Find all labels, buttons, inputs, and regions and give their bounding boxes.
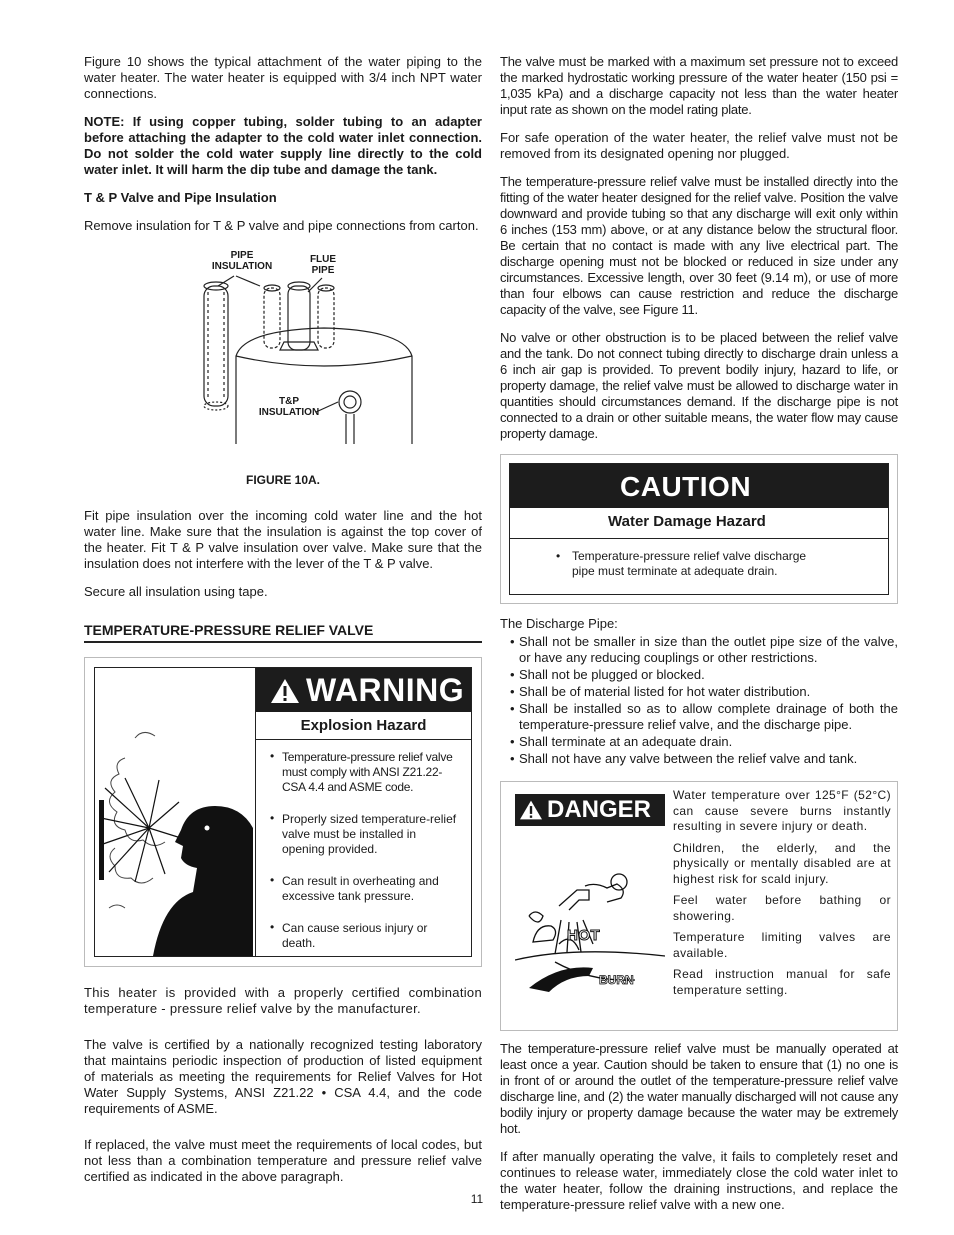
valve-marking-paragraph: The valve must be marked with a maximum set pressure not to exceed the marked hydrostatic working pressure of the water heater (150 psi = 1,035 kPa) and a discharge capacity not less than the water heater input rate as shown on the model rating plate. bbox=[500, 54, 898, 117]
discharge-pipe-list bbox=[500, 634, 898, 767]
reset-failure-paragraph: If after manually operating the valve, it fails to completely reset and continues to release water, immediately close the cold water inlet to the water heater, follow the draining instructions, and replace the temperature-pressure relief valve with a new one. bbox=[500, 1149, 898, 1212]
danger-item: Feel water before bathing or showering. bbox=[673, 893, 891, 923]
warning-triangle-icon bbox=[270, 672, 300, 716]
danger-title: DANGER bbox=[547, 796, 652, 823]
right-column bbox=[500, 54, 898, 1225]
danger-banner bbox=[515, 794, 665, 826]
heater-certified-paragraph: This heater is provided with a properly certified combination temperature - pressure relief valve by the manufacturer. bbox=[84, 985, 482, 1016]
secure-insulation-paragraph: Secure all insulation using tape. bbox=[84, 584, 268, 599]
hot-label: HOT bbox=[567, 927, 601, 944]
discharge-item: • Shall be installed so as to allow complete drainage of both the temperature-pressure relief valve, and the discharge pipe. bbox=[510, 701, 898, 733]
warning-box bbox=[84, 657, 482, 967]
fit-insulation-paragraph: Fit pipe insulation over the incoming cold water line and the hot water line. Make sure that the insulation is against the top cover of the heater. Fit T & P valve insulation over valve. Make sure that the insulation does not interfere with the lever of the T & P valve. bbox=[84, 508, 482, 571]
warning-item: • Properly sized temperature-relief valve must be installed in opening provided. bbox=[270, 812, 461, 857]
tp-insulation-heading: T & P Valve and Pipe Insulation bbox=[84, 190, 277, 205]
discharge-item: • Shall not be smaller in size than the outlet pipe size of the valve, or have any reducing couplings or other restrictions. bbox=[510, 634, 898, 666]
caution-bullet: • Temperature-pressure relief valve discharge pipe must terminate at adequate drain. bbox=[510, 538, 888, 579]
safe-operation-paragraph: For safe operation of the water heater, the relief valve must not be removed from its designated opening nor plugged. bbox=[500, 130, 898, 161]
warning-item: • Temperature-pressure relief valve must comply with ANSI Z21.22-CSA 4.4 and ASME code. bbox=[270, 750, 461, 795]
burn-label: BURN bbox=[599, 973, 634, 987]
manual-operation-paragraph: The temperature-pressure relief valve must be manually operated at least once a year. Caution should be taken to ensure that (1) no one is in front of or around the outlet of the temperature-pressure relief valve discharge line, and (2) the water manually discharged will not cause any bodily injury or property damage because the water may be extremely hot. bbox=[500, 1041, 898, 1136]
warning-subtitle: Explosion Hazard bbox=[256, 712, 471, 740]
left-column bbox=[84, 54, 482, 1197]
danger-item: Temperature limiting valves are available. bbox=[673, 930, 891, 960]
warning-list bbox=[256, 740, 471, 951]
tp-insulation-paragraph: Remove insulation for T & P valve and pipe connections from carton. bbox=[84, 218, 479, 233]
caution-banner: CAUTION bbox=[510, 464, 888, 508]
warning-title: WARNING bbox=[306, 672, 465, 708]
danger-item: Children, the elderly, and the physically or mentally disabled are at highest risk for scald injury. bbox=[673, 840, 891, 886]
pipe-insulation-label: PIPE INSULATION bbox=[211, 250, 273, 272]
valve-replaced-paragraph: If replaced, the valve must meet the requirements of local codes, but not less than a combination temperature and pressure relief valve certified as indicated in the above paragraph. bbox=[84, 1137, 482, 1184]
figure-10a-caption: FIGURE 10A. bbox=[245, 473, 320, 487]
danger-box bbox=[500, 781, 898, 1031]
flue-pipe-label: FLUE PIPE bbox=[309, 254, 337, 276]
warning-item: • Can result in overheating and excessive tank pressure. bbox=[270, 874, 461, 904]
explosion-person-icon bbox=[95, 668, 255, 956]
danger-text bbox=[665, 788, 891, 1024]
piping-paragraph: Figure 10 shows the typical attachment of the water piping to the water heater. The water heater is equipped with 3/4 inch NPT water connections. bbox=[84, 54, 482, 101]
discharge-item: • Shall terminate at an adequate drain. bbox=[510, 734, 898, 750]
obstruction-paragraph: No valve or other obstruction is to be placed between the relief valve and the tank. Do not connect tubing directly to discharge drain unless a 6 inch air gap is provided. To prevent bodily injury, hazard to life, or property damage, the relief valve must be allowed to discharge water in quantities should circumstances demand. If the discharge pipe is not connected to a drain or other suitable means, the water flow may cause property damage. bbox=[500, 330, 898, 441]
warning-item: • Can cause serious injury or death. bbox=[270, 921, 461, 951]
discharge-item: • Shall not be plugged or blocked. bbox=[510, 667, 898, 683]
tpr-valve-heading: TEMPERATURE-PRESSURE RELIEF VALVE bbox=[84, 622, 482, 643]
warning-triangle-icon bbox=[519, 799, 543, 821]
caution-subtitle: Water Damage Hazard bbox=[608, 513, 766, 530]
discharge-item: • Shall be of material listed for hot water distribution. bbox=[510, 684, 898, 700]
discharge-item: • Shall not have any valve between the relief valve and tank. bbox=[510, 751, 898, 767]
copper-tubing-note: NOTE: If using copper tubing, solder tubing to an adapter before attaching the adapter to the cold water inlet connection. Do not solder the cold water supply line directly to the cold water inlet. It will harm the dip tube and damage the tank. bbox=[84, 114, 482, 177]
explosion-hazard-illustration bbox=[95, 668, 255, 956]
valve-certified-paragraph: The valve is certified by a nationally recognized testing laboratory that maintains periodic inspection of production of listed equipment of materials as meeting the requirements for Relief Valves for Hot Water Supply Systems, ANSI Z21.22 • CSA 4.4, and the code requirements of ASME. bbox=[84, 1037, 482, 1116]
hot-water-faucet-icon bbox=[515, 832, 665, 1012]
page-number: 11 bbox=[470, 1192, 484, 1206]
caution-box bbox=[500, 454, 898, 604]
danger-item: Read instruction manual for safe temperature setting. bbox=[673, 967, 891, 997]
figure-10a bbox=[84, 246, 482, 466]
discharge-pipe-intro: The Discharge Pipe: bbox=[500, 616, 618, 631]
warning-banner bbox=[256, 668, 471, 712]
water-heater-illustration bbox=[84, 246, 482, 466]
installation-paragraph: The temperature-pressure relief valve must be installed directly into the fitting of the water heater designed for the relief valve. Position the valve downward and provide tubing so that any discharge will exit only within 6 inches (153 mm) above, or at any distance below the structural floor. Be certain that no contact is made with any live electrical part. The discharge opening must not be blocked or reduced in size under any circumstances. Excessive length, over 30 feet (9.14 m), or use of more than four elbows can cause restriction and reduce the discharge capacity of the valve, see Figure 11. bbox=[500, 174, 898, 317]
danger-item: Water temperature over 125°F (52°C) can cause severe burns instantly resulting in severe injury or death. bbox=[673, 788, 891, 833]
tp-insulation-label: T&P INSULATION bbox=[258, 396, 320, 418]
